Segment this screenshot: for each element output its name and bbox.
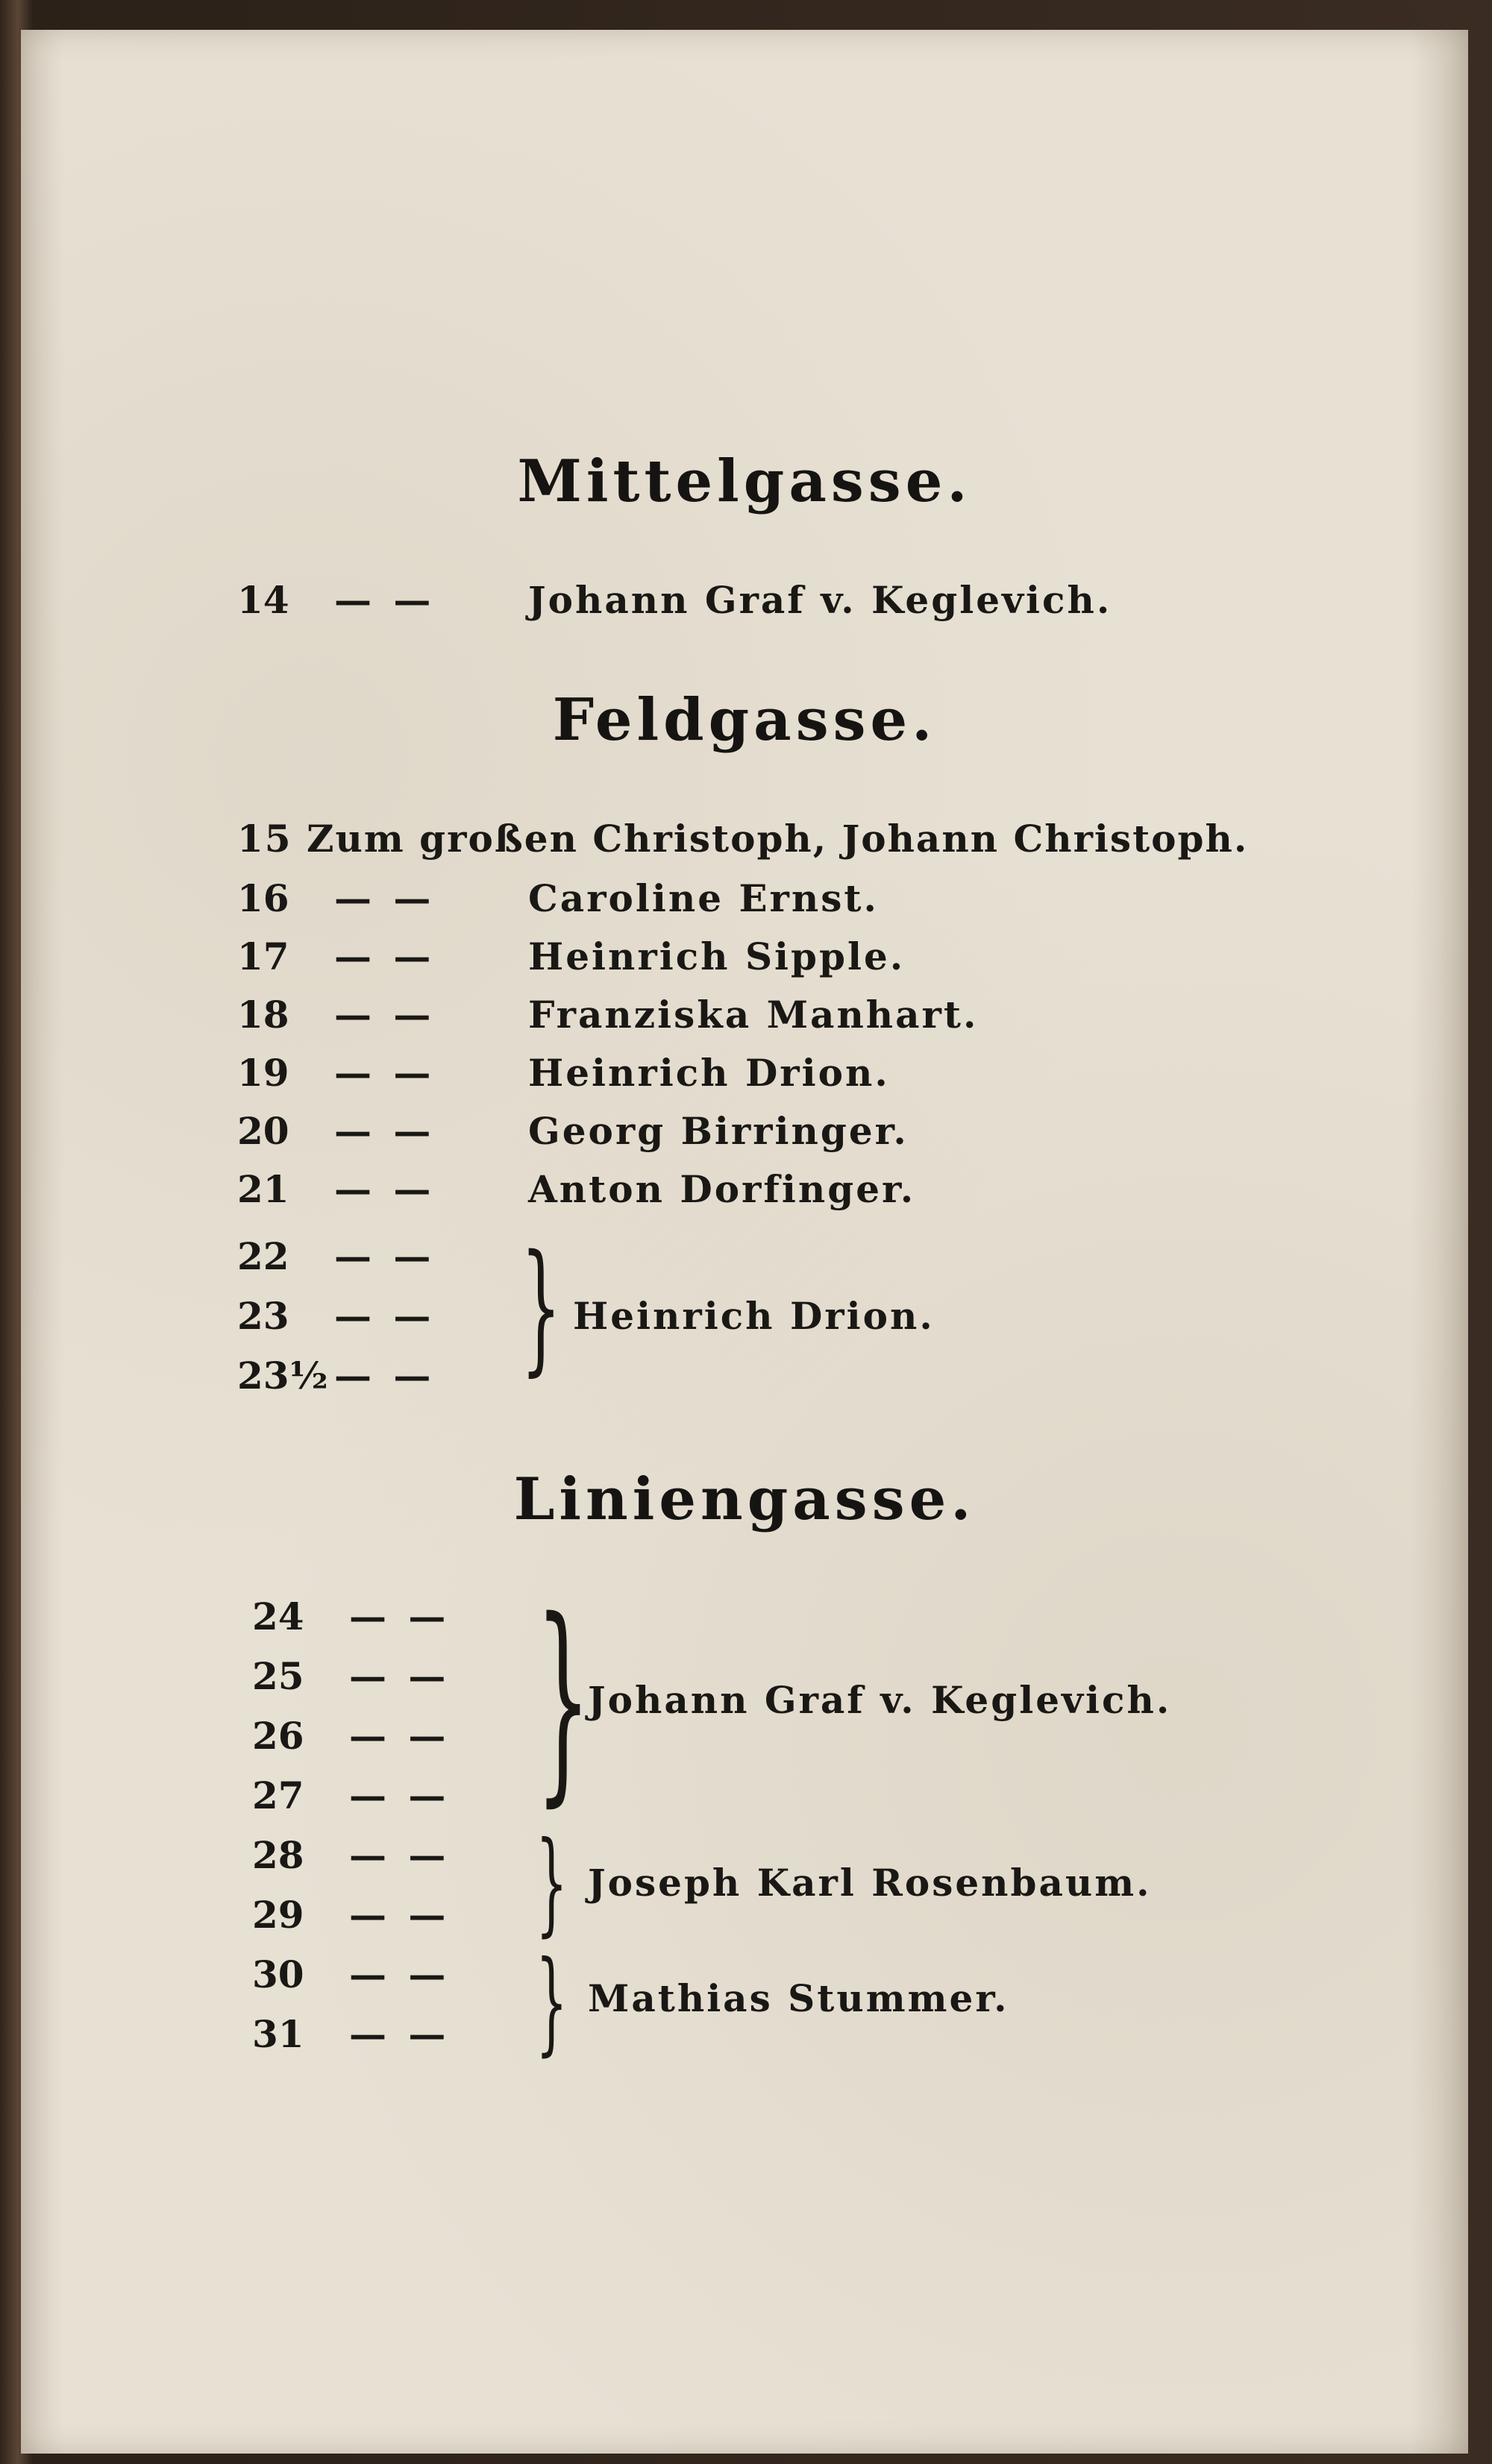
ditto-dashes: — — — [349, 2012, 451, 2056]
ditto-dashes: — — — [349, 1893, 451, 1937]
ditto-dashes: — — — [349, 1773, 451, 1817]
owner-name: Caroline Ernst. — [528, 876, 879, 920]
owner-name: Mathias Stummer. — [588, 1976, 1009, 2020]
section-heading-feldgasse: Feldgasse. — [552, 686, 937, 754]
ditto-dashes: — — — [334, 1109, 436, 1153]
ditto-dashes: — — — [334, 876, 436, 920]
ditto-dashes: — — — [349, 1714, 451, 1758]
ditto-dashes: — — — [334, 993, 436, 1037]
house-number: 17 — [237, 934, 289, 978]
owner-name: Franziska Manhart. — [528, 993, 979, 1037]
house-number: 14 — [237, 578, 289, 622]
house-number: 22 — [237, 1234, 289, 1278]
house-number: 31 — [252, 2012, 304, 2056]
house-number: 30 — [252, 1952, 304, 1996]
house-number: 23 — [237, 1294, 289, 1338]
house-number: 23½ — [237, 1354, 328, 1398]
grouping-brace: } — [521, 1225, 562, 1389]
ditto-dashes: — — — [334, 934, 436, 978]
house-number: 20 — [237, 1109, 289, 1153]
grouping-brace: } — [536, 1574, 591, 1826]
owner-name: Heinrich Sipple. — [528, 934, 906, 978]
owner-name: Heinrich Drion. — [528, 1051, 890, 1095]
house-entry-text: 15 Zum großen Christoph, Johann Christoph. — [237, 817, 1249, 861]
grouping-brace: } — [536, 1937, 568, 2067]
house-number: 18 — [237, 993, 289, 1037]
section-heading-liniengasse: Liniengasse. — [513, 1465, 976, 1533]
ditto-dashes: — — — [334, 1234, 436, 1278]
owner-name: Heinrich Drion. — [573, 1294, 935, 1338]
house-number: 29 — [252, 1893, 304, 1937]
house-number: 19 — [237, 1051, 289, 1095]
ditto-dashes: — — — [334, 1294, 436, 1338]
house-number: 24 — [252, 1594, 304, 1638]
ditto-dashes: — — — [334, 1167, 436, 1211]
house-number: 26 — [252, 1714, 304, 1758]
section-heading-mittelgasse: Mittelgasse. — [517, 447, 972, 515]
house-number: 21 — [237, 1167, 289, 1211]
grouping-brace: } — [536, 1818, 568, 1948]
ditto-dashes: — — — [334, 1354, 436, 1398]
ditto-dashes: — — — [349, 1654, 451, 1698]
house-number: 27 — [252, 1773, 304, 1817]
owner-name: Georg Birringer. — [528, 1109, 909, 1153]
house-number: 16 — [237, 876, 289, 920]
ditto-dashes: — — — [349, 1594, 451, 1638]
ditto-dashes: — — — [349, 1833, 451, 1877]
ditto-dashes: — — — [334, 578, 436, 622]
owner-name: Joseph Karl Rosenbaum. — [588, 1861, 1152, 1905]
ditto-dashes: — — — [349, 1952, 451, 1996]
book-page — [21, 30, 1468, 2454]
house-number: 28 — [252, 1833, 304, 1877]
owner-name: Johann Graf v. Keglevich. — [528, 578, 1112, 622]
house-number: 25 — [252, 1654, 304, 1698]
owner-name: Johann Graf v. Keglevich. — [588, 1678, 1172, 1722]
ditto-dashes: — — — [334, 1051, 436, 1095]
owner-name: Anton Dorfinger. — [528, 1167, 916, 1211]
